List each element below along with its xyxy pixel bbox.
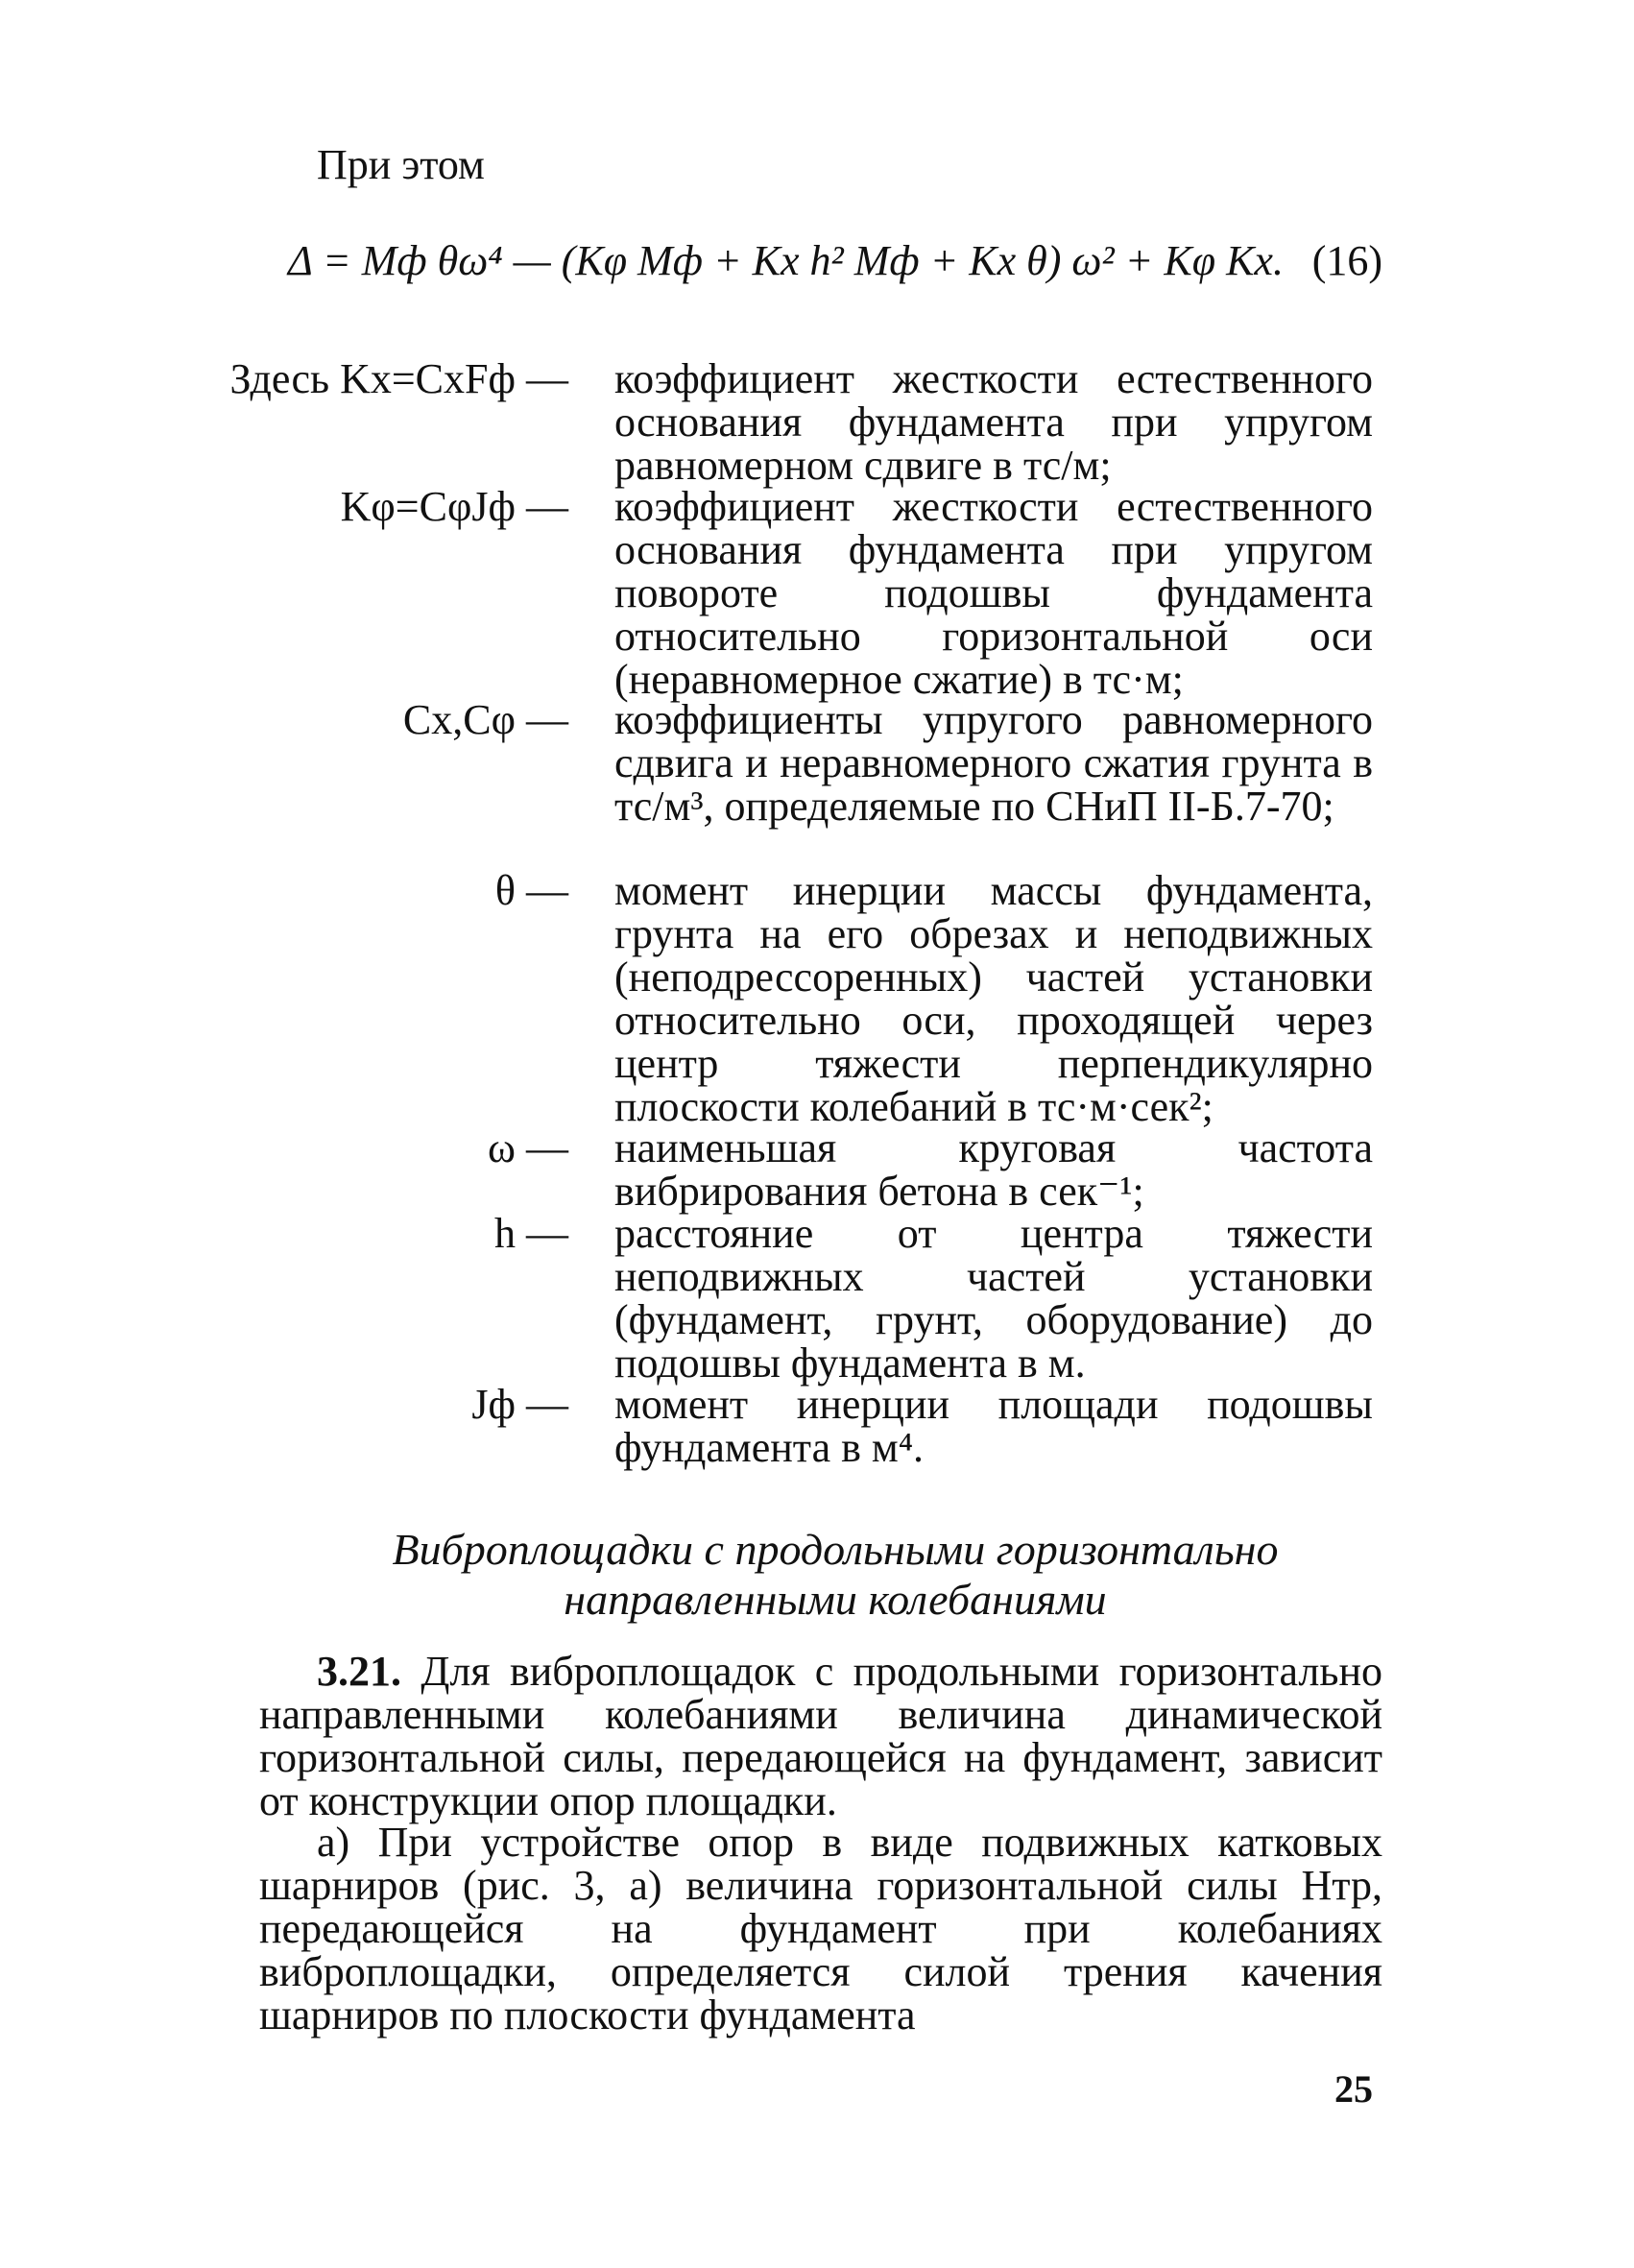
definition-symbol: Cx,Cφ — — [402, 696, 568, 743]
section-heading-line2: направленными колебаниями — [564, 1575, 1107, 1624]
formula-16 — [288, 237, 1382, 284]
section-heading-line1: Виброплощадки с продольными горизонтально — [392, 1525, 1279, 1574]
definition-symbol: h — — [494, 1210, 568, 1257]
definition-symbol: Kφ=CφJф — — [340, 483, 568, 530]
paragraph-text: а) При устройстве опор в виде подвижных катковых шарниров (рис. 3, а) величина горизонтальной силы Hтр, передающейся на фундамент при колебаниях виброплощадки, определяется силой трения качения шарниров по плоскости фундамента — [259, 1819, 1382, 2039]
intro-text: При этом — [317, 141, 485, 188]
definition-symbol: θ — — [494, 867, 568, 914]
definition-text: момент инерции площади подошвы фундамента в м⁴. — [614, 1381, 1373, 1471]
formula-expression: Δ = Mф θω⁴ — (Kφ Mф + Kx h² Mф + Kx θ) ω² + Kφ Kx. — [288, 237, 1284, 284]
definition-text: момент инерции массы фундамента, грунта на его обрезах и неподвижных (неподрессоренных) частей установки относительно оси, проходящей через центр тяжести перпендикулярно плоскости колебаний в тс·м·сек²; — [614, 867, 1373, 1130]
definition-symbol: ω — — [488, 1124, 568, 1171]
section-heading — [288, 1525, 1382, 1625]
definition-text: наименьшая круговая частота вибрирования бетона в сек⁻¹; — [614, 1124, 1373, 1215]
definition-symbol: Здесь Kx=CxFф — — [229, 355, 568, 402]
page-number: 25 — [1334, 2067, 1373, 2111]
definition-text: расстояние от центра тяжести неподвижных частей установки (фундамент, грунт, оборудование) до подошвы фундамента в м. — [614, 1210, 1373, 1387]
paragraph-3-21 — [259, 1650, 1382, 1822]
definition-text: коэффициент жесткости естественного основания фундамента при упругом повороте подошвы фундамента относительно горизонтальной оси (неравномерное сжатие) в тс·м; — [614, 483, 1373, 703]
definition-symbol: Jф — — [471, 1381, 568, 1428]
paragraph-a — [259, 1821, 1382, 2037]
definition-text: коэффициенты упругого равномерного сдвига и неравномерного сжатия грунта в тс/м³, определяемые по СНиП II-Б.7-70; — [614, 696, 1373, 830]
definition-text: коэффициент жесткости естественного основания фундамента при упругом равномерном сдвиге в тс/м; — [614, 355, 1373, 489]
paragraph-text: Для виброплощадок с продольными горизонтально направленными колебаниями величина динамической горизонтальной силы, передающейся на фундамент, зависит от конструкции опор площадки. — [259, 1648, 1383, 1824]
formula-number: (16) — [1311, 237, 1382, 284]
paragraph-number: 3.21. — [317, 1648, 401, 1695]
